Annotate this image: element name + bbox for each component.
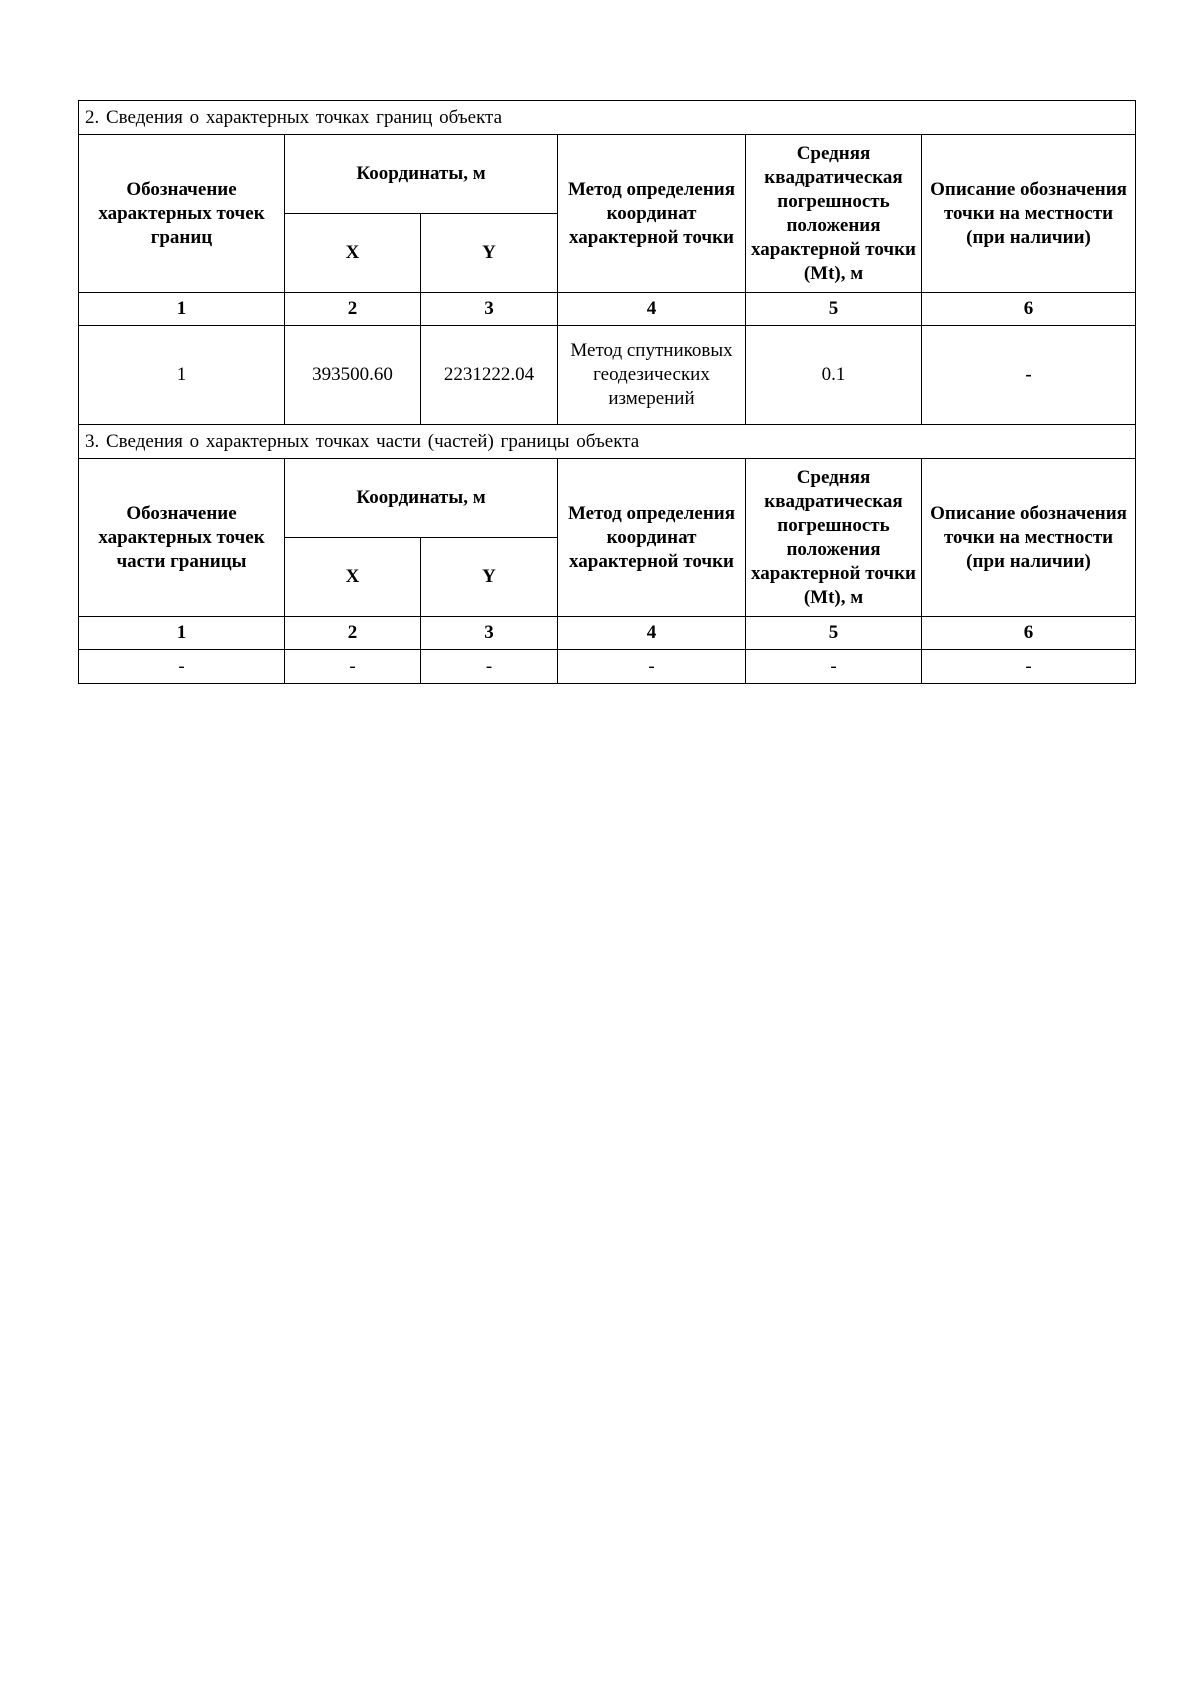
cell-x: 393500.60 <box>285 326 421 425</box>
section3-title: 3. Сведения о характерных точках части (частей) границы объекта <box>79 425 1136 459</box>
section2-header-y: Y <box>421 214 558 293</box>
cell-y: 2231222.04 <box>421 326 558 425</box>
section3-header-error: Средняя квадратическая погрешность положения характерной точки (Mt), м <box>746 459 922 617</box>
section3-column-numbers <box>79 617 1136 650</box>
column-number: 3 <box>421 293 558 326</box>
cell-designation: - <box>79 650 285 684</box>
column-number: 4 <box>558 617 746 650</box>
table-row <box>79 326 1136 425</box>
column-number: 6 <box>922 617 1136 650</box>
section2-column-numbers <box>79 293 1136 326</box>
document-page <box>78 100 1135 684</box>
cell-method: - <box>558 650 746 684</box>
boundary-points-table <box>78 100 1136 684</box>
section3-header-x: X <box>285 538 421 617</box>
section2-title: 2. Сведения о характерных точках границ объекта <box>79 101 1136 135</box>
cell-y: - <box>421 650 558 684</box>
column-number: 3 <box>421 617 558 650</box>
column-number: 4 <box>558 293 746 326</box>
column-number: 2 <box>285 617 421 650</box>
column-number: 6 <box>922 293 1136 326</box>
column-number: 5 <box>746 293 922 326</box>
cell-method: Метод спутниковых геодезических измерений <box>558 326 746 425</box>
section2-header-designation: Обозначение характерных точек границ <box>79 135 285 293</box>
section3-header-designation: Обозначение характерных точек части границы <box>79 459 285 617</box>
column-number: 1 <box>79 617 285 650</box>
cell-error: 0.1 <box>746 326 922 425</box>
cell-description: - <box>922 326 1136 425</box>
cell-designation: 1 <box>79 326 285 425</box>
section3-header-method: Метод определения координат характерной точки <box>558 459 746 617</box>
cell-error: - <box>746 650 922 684</box>
cell-x: - <box>285 650 421 684</box>
section3-header-description: Описание обозначения точки на местности (при наличии) <box>922 459 1136 617</box>
section3-header-y: Y <box>421 538 558 617</box>
section2-header-method: Метод определения координат характерной точки <box>558 135 746 293</box>
section2-header-coordinates: Координаты, м <box>285 135 558 214</box>
table-row <box>79 650 1136 684</box>
section2-header-description: Описание обозначения точки на местности (при наличии) <box>922 135 1136 293</box>
section2-header-x: X <box>285 214 421 293</box>
column-number: 1 <box>79 293 285 326</box>
column-number: 2 <box>285 293 421 326</box>
section2-header-error: Средняя квадратическая погрешность положения характерной точки (Mt), м <box>746 135 922 293</box>
section3-header-coordinates: Координаты, м <box>285 459 558 538</box>
column-number: 5 <box>746 617 922 650</box>
cell-description: - <box>922 650 1136 684</box>
